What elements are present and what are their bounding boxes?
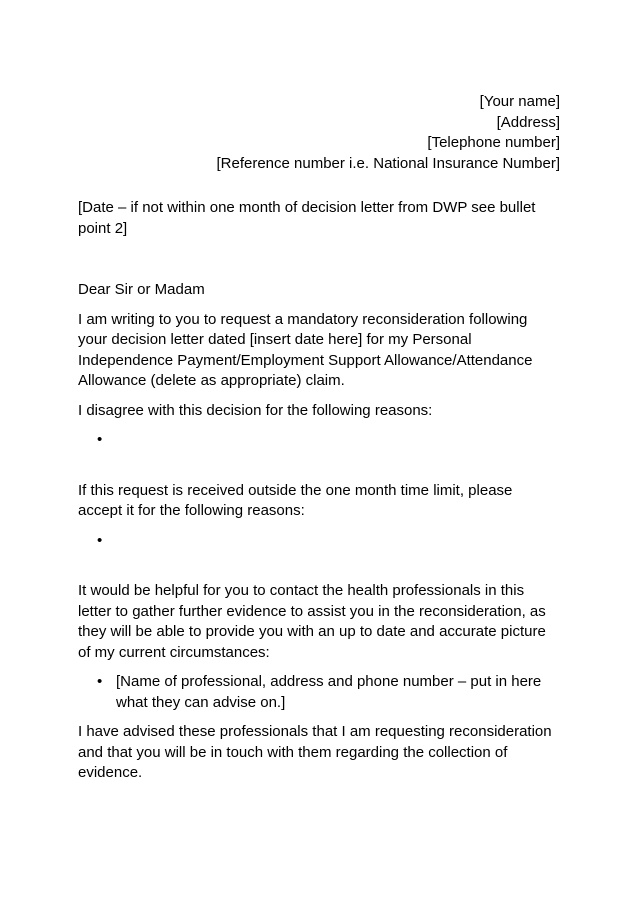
list-item	[78, 430, 560, 451]
advised-paragraph: I have advised these professionals that I am requesting reconsideration and that you will be in touch with them regarding the collection of evidence.	[78, 723, 552, 781]
list-item	[78, 672, 560, 713]
bullet-symbol: •	[97, 431, 103, 448]
reasons-bullet-list	[78, 430, 560, 451]
late-request-paragraph: If this request is received outside the one month time limit, please accept it for the following reasons:	[78, 481, 513, 519]
sender-address-block	[78, 92, 560, 174]
disagree-paragraph: I disagree with this decision for the following reasons:	[78, 401, 433, 419]
bullet-symbol: •	[97, 531, 103, 549]
sender-name: [Your name]	[479, 93, 560, 110]
professionals-bullet-list	[78, 672, 560, 713]
list-item	[78, 531, 560, 552]
late-reasons-bullet-list	[78, 531, 560, 552]
sender-telephone: [Telephone number]	[427, 134, 560, 151]
sender-reference: [Reference number i.e. National Insurance Number]	[216, 154, 560, 172]
list-item-text: [Name of professional, address and phone number – put in here what they can advise on.]	[116, 673, 542, 711]
request-paragraph: I am writing to you to request a mandatory reconsideration following your decision letter dated [insert date here] for my Personal Independence Payment/Employment Support Allowance/Attendance Allowance (delete as appropriate) claim.	[78, 310, 533, 389]
letter-page	[78, 92, 560, 784]
date-line: [Date – if not within one month of decision letter from DWP see bullet point 2]	[78, 199, 536, 237]
contact-professionals-paragraph: It would be helpful for you to contact the health professionals in this letter to gather further evidence to assist you in the reconsideration, as they will be able to provide you with an up to date and accurate picture of my current circumstances:	[78, 582, 546, 661]
sender-address: [Address]	[496, 113, 560, 131]
bullet-symbol: •	[97, 673, 103, 690]
salutation: Dear Sir or Madam	[78, 281, 205, 298]
